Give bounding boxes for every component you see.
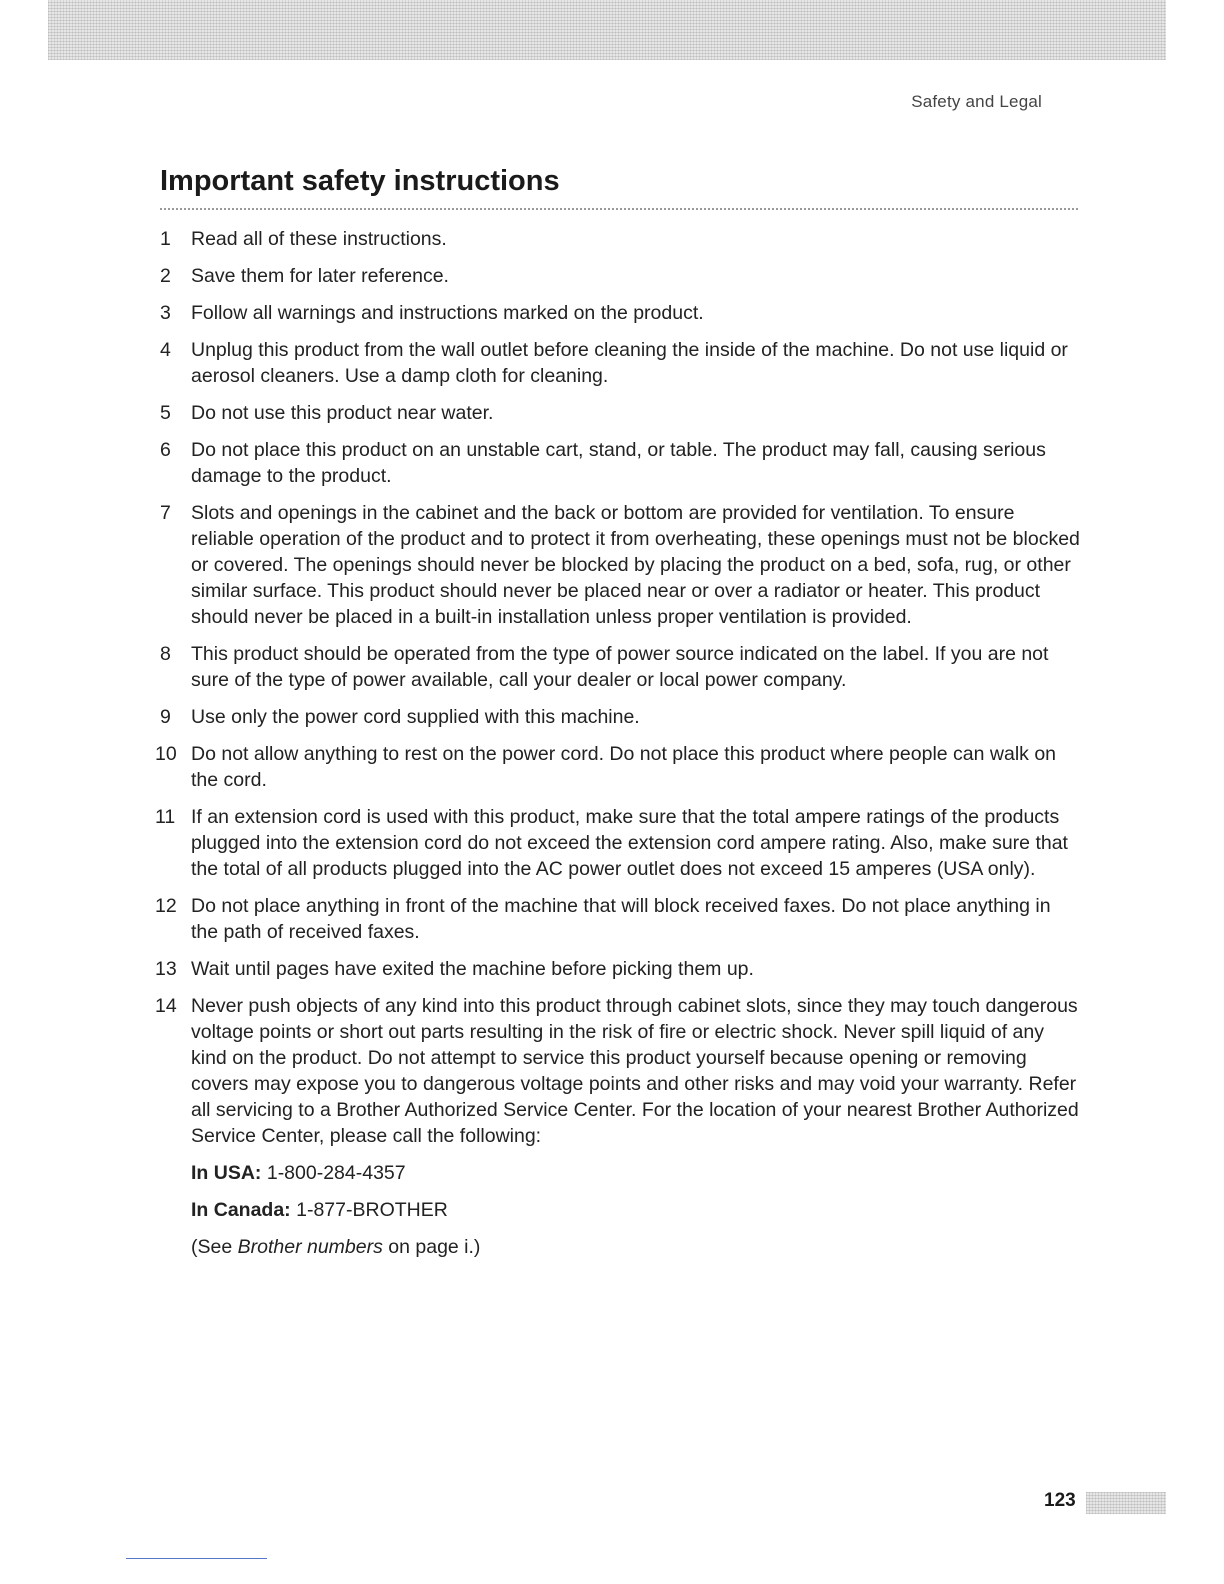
- brother-numbers-reference[interactable]: Brother numbers: [237, 1236, 383, 1258]
- list-item: [155, 893, 1080, 945]
- item-number: 8: [160, 643, 171, 665]
- item-number: 14: [155, 995, 177, 1017]
- contact-canada: [191, 1197, 1080, 1223]
- page-title: Important safety instructions: [160, 165, 560, 197]
- list-item: [160, 500, 1080, 630]
- item-number: 6: [160, 439, 171, 461]
- item-text: Do not place anything in front of the machine that will block received faxes. Do not place anything in the path of received faxes.: [191, 895, 1051, 943]
- item-text: If an extension cord is used with this product, make sure that the total ampere ratings of the products plugged into the extension cord do not exceed the extension cord ampere rating. Also, make sure that the total of all products plugged into the AC power outlet does not exceed 15 amperes (USA only).: [191, 806, 1068, 880]
- item-text: Use only the power cord supplied with this machine.: [191, 706, 640, 728]
- list-item: [155, 804, 1080, 882]
- footer-decorative-band: [1086, 1492, 1166, 1514]
- item-text: Save them for later reference.: [191, 265, 449, 287]
- item-text: Read all of these instructions.: [191, 228, 447, 250]
- see-also-prefix: (See: [191, 1236, 233, 1258]
- contact-canada-number: 1-877-BROTHER: [296, 1199, 448, 1221]
- item-number: 2: [160, 265, 171, 287]
- item-number: 3: [160, 302, 171, 324]
- page-number: 123: [1044, 1490, 1076, 1511]
- list-item: [160, 704, 1080, 730]
- list-item: [160, 641, 1080, 693]
- item-text: Do not allow anything to rest on the power cord. Do not place this product where people can walk on the cord.: [191, 743, 1057, 791]
- item-text: Follow all warnings and instructions marked on the product.: [191, 302, 704, 324]
- title-divider: [160, 208, 1078, 210]
- list-item: [155, 993, 1080, 1260]
- item-text: This product should be operated from the type of power source indicated on the label. If you are not sure of the type of power available, call your dealer or local power company.: [191, 643, 1049, 691]
- see-also-note: [191, 1234, 1080, 1260]
- item-number: 10: [155, 743, 177, 765]
- list-item: [160, 337, 1080, 389]
- item-text: Unplug this product from the wall outlet before cleaning the inside of the machine. Do not use liquid or aerosol cleaners. Use a damp cloth for cleaning.: [191, 339, 1068, 387]
- item-number: 9: [160, 706, 171, 728]
- contact-usa: [191, 1160, 1080, 1186]
- item-number: 12: [155, 895, 177, 917]
- contact-usa-label: In USA:: [191, 1162, 262, 1184]
- list-item: [155, 956, 1080, 982]
- list-item: [160, 400, 1080, 426]
- contact-usa-number: 1-800-284-4357: [266, 1162, 406, 1184]
- header-decorative-band: [48, 0, 1166, 60]
- contact-canada-label: In Canada:: [191, 1199, 291, 1221]
- item-number: 4: [160, 339, 171, 361]
- item-text: Do not place this product on an unstable cart, stand, or table. The product may fall, causing serious damage to the product.: [191, 439, 1046, 487]
- item-text: Wait until pages have exited the machine before picking them up.: [191, 958, 754, 980]
- item-text: Never push objects of any kind into this product through cabinet slots, since they may touch dangerous voltage points or short out parts resulting in the risk of fire or electric shock. Never spill liquid of any kind on the product. Do not attempt to service this product yourself because opening or removing covers may expose you to dangerous voltage points and other risks and may void your warranty. Refer all servicing to a Brother Authorized Service Center. For the location of your nearest Brother Authorized Service Center, please call the following:: [191, 995, 1079, 1147]
- list-item: [160, 437, 1080, 489]
- list-item: [160, 226, 1080, 252]
- list-item: [160, 300, 1080, 326]
- list-item: [155, 741, 1080, 793]
- list-item: [160, 263, 1080, 289]
- item-number: 7: [160, 502, 171, 524]
- footer-rule: [126, 1558, 267, 1559]
- item-number: 5: [160, 402, 171, 424]
- item-number: 13: [155, 958, 177, 980]
- item-number: 1: [160, 228, 171, 250]
- see-also-suffix: on page i.): [388, 1236, 481, 1258]
- item-text: Do not use this product near water.: [191, 402, 494, 424]
- item-text: Slots and openings in the cabinet and the back or bottom are provided for ventilation. To ensure reliable operation of the product and to protect it from overheating, these openings must not be blocked or covered. The openings should never be blocked by placing the product on a bed, sofa, rug, or other similar surface. This product should never be placed near or over a radiator or heater. This product should never be placed in a built-in installation unless proper ventilation is provided.: [191, 502, 1080, 628]
- section-header-label: Safety and Legal: [911, 92, 1042, 111]
- item-number: 11: [155, 806, 176, 828]
- safety-instructions-list: [155, 226, 1080, 1271]
